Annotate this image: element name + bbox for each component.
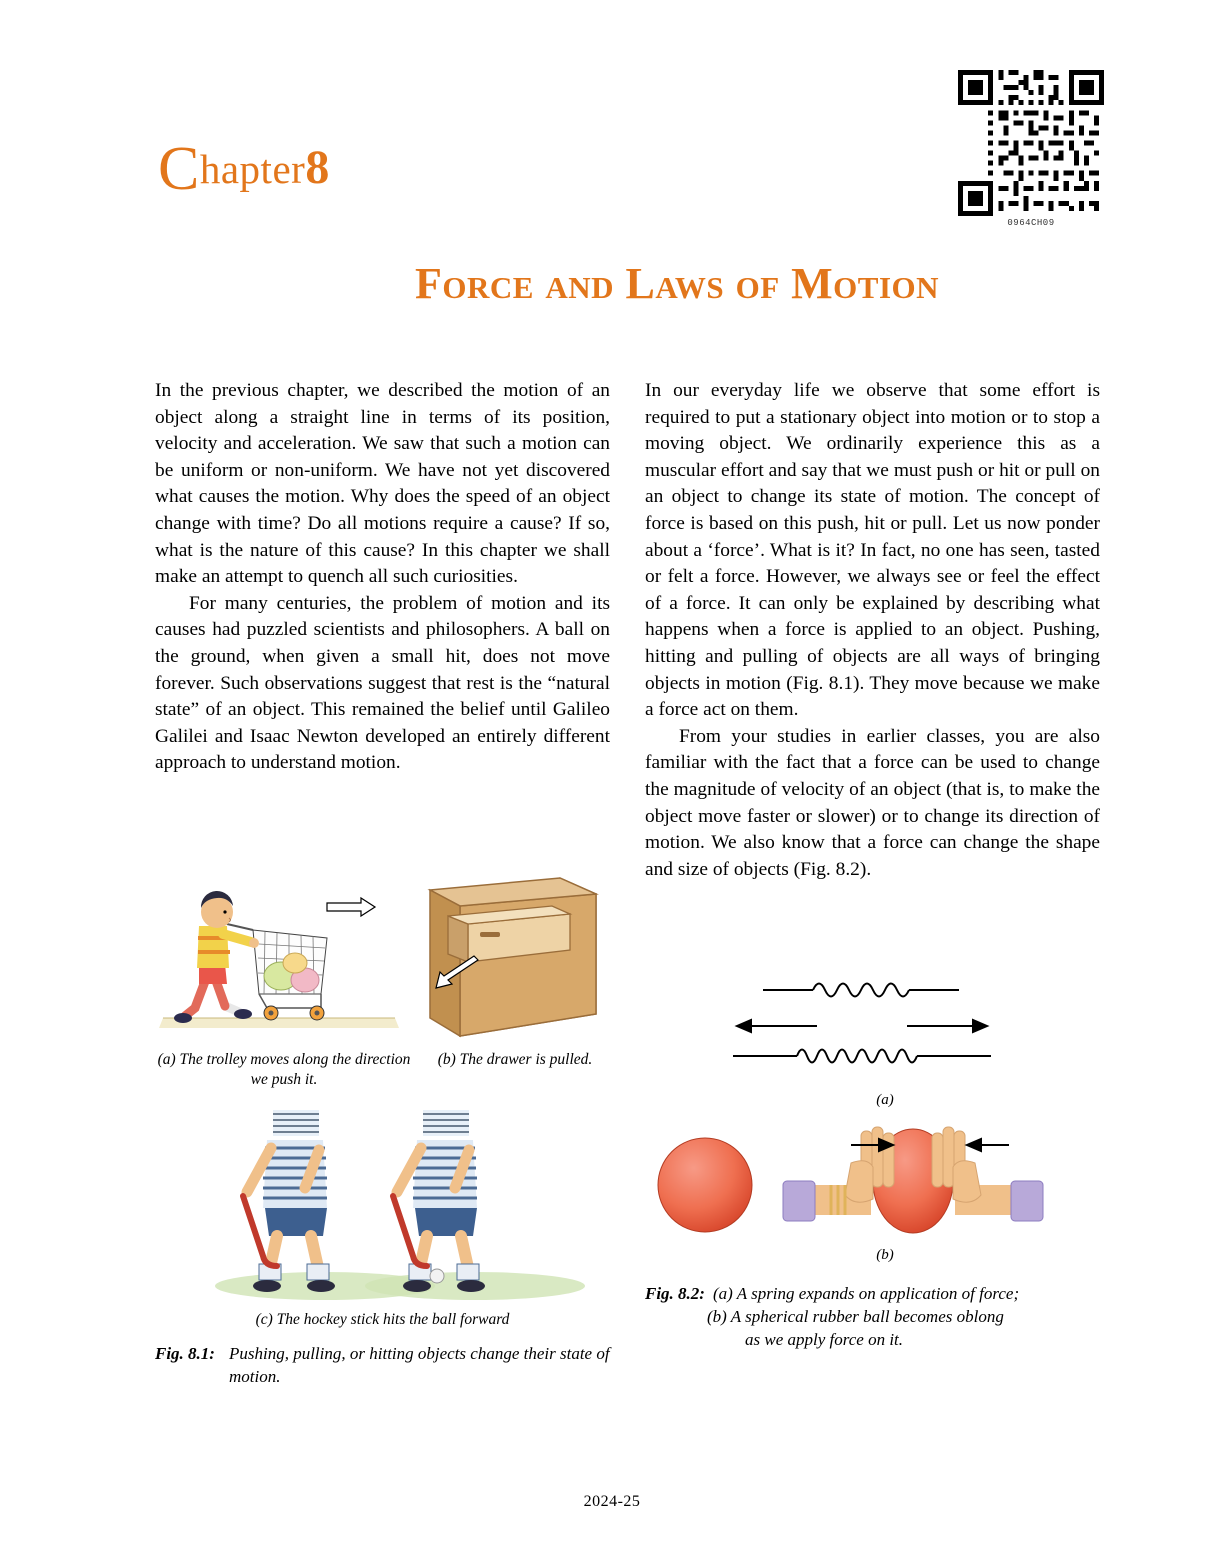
ball-illustration <box>645 1123 1115 1243</box>
page-footer: 2024-25 <box>583 1493 641 1510</box>
qr-code-block <box>958 70 1104 228</box>
trolley-illustration <box>155 868 407 1046</box>
page-title: Force and Laws of Motion <box>414 259 940 308</box>
figure-8-2-sub-b: (b) <box>876 1247 894 1263</box>
right-text-column <box>645 378 1100 883</box>
figure-8-2 <box>645 968 1125 1351</box>
qr-code-icon <box>958 70 1104 216</box>
chapter-heading <box>158 135 330 203</box>
figure-8-2-label: Fig. 8.2: <box>645 1284 705 1303</box>
trolley-svg <box>155 868 407 1046</box>
chapter-number: 8 <box>305 141 330 194</box>
drawer-illustration <box>420 868 610 1046</box>
left-paragraph-1: In the previous chapter, we described the motion of an object along a straight line in terms of its position, velocity and acceleration. We saw that such a motion can be uniform or non-uniform. We have not yet discovered what causes the motion. Why does the speed of an object change with time? Do all motions require a cause? If so, what is the nature of this cause? In this chapter we shall make an attempt to quench all such curiosities. <box>155 380 610 588</box>
figure-8-1-caption <box>155 1342 610 1388</box>
figure-8-1-label: Fig. 8.1: <box>155 1344 215 1363</box>
figure-8-2-sub-a: (a) <box>876 1092 894 1108</box>
qr-code-label: 0964CH09 <box>1007 218 1055 228</box>
hockey-svg <box>155 1096 610 1306</box>
figure-8-2-caption-line-3: as we apply force on it. <box>745 1330 904 1349</box>
drawer-svg <box>420 868 610 1046</box>
chapter-word-rest: hapter <box>199 146 306 192</box>
figure-8-2-caption-line-2: (b) A spherical rubber ball becomes oblong <box>707 1307 1004 1326</box>
figure-8-2-caption <box>645 1282 1125 1351</box>
right-paragraph-2: From your studies in earlier classes, you are also familiar with the fact that a force can be used to change the magnitude of velocity of an object (that is, to make the object move faster or slower) or to change its direction of motion. We also know that a force can change the shape and size of objects (Fig. 8.2). <box>645 725 1100 880</box>
chapter-word-capital: C <box>158 135 200 203</box>
right-paragraph-1: In our everyday life we observe that some effort is required to put a stationary object into motion or to stop a moving object. We ordinarily experience this as a muscular effort and say that we must push or hit or pull on an object to change its state of motion. The concept of force is based on this push, hit or pull. Let us now ponder about a ‘force’. What is it? In fact, no one has seen, tasted or felt a force. However, we always see or feel the effect of a force. It can only be explained by describing what happens when a force is applied to an object. Pushing, hitting and pulling of objects are all ways of bringing objects in motion (Fig. 8.1). They move because we make a force act on them. <box>645 380 1100 721</box>
hockey-illustration <box>155 1096 610 1306</box>
figure-8-1-caption-text: Pushing, pulling, or hitting objects change their state of motion. <box>228 1344 610 1386</box>
figure-8-1 <box>155 868 610 1388</box>
left-text-column <box>155 378 610 777</box>
figure-8-1-sub-b: (b) The drawer is pulled. <box>437 1051 593 1068</box>
left-paragraph-2: For many centuries, the problem of motion and its causes had puzzled scientists and philosophers. A ball on the ground, when given a small hit, does not move forever. Such observations suggest that rest is the “natural state” of an object. This remained the belief until Galileo Galilei and Isaac Newton developed an entirely different approach to understand motion. <box>155 592 610 774</box>
spring-svg <box>685 968 1085 1088</box>
spring-illustration <box>685 968 1085 1088</box>
figure-8-1-sub-c: (c) The hockey stick hits the ball forward <box>255 1311 510 1328</box>
ball-svg <box>645 1123 1115 1243</box>
figure-8-2-caption-line-1: (a) A spring expands on application of force; <box>712 1284 1020 1303</box>
figure-8-1-sub-a: (a) The trolley moves along the direction we push it. <box>157 1051 411 1088</box>
